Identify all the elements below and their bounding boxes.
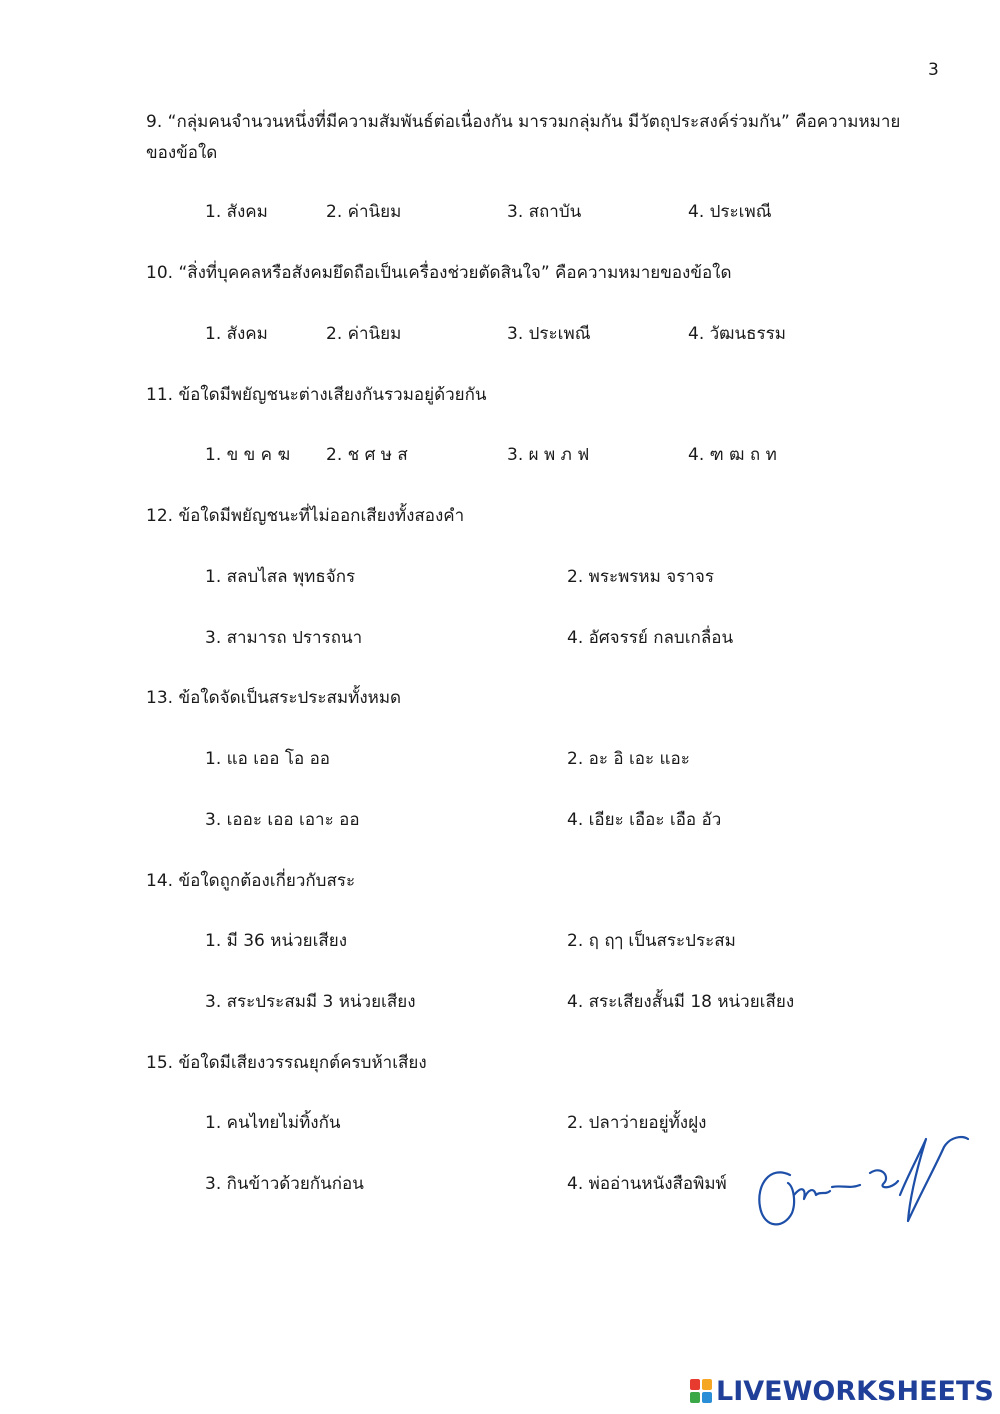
question-text: ข้อใดมีพยัญชนะต่างเสียงกันรวมอยู่ด้วยกัน [178, 385, 487, 405]
logo-icon-square-i [702, 1379, 712, 1390]
option-14-3[interactable]: 3. สระประสมมี 3 หน่วยเสียง [205, 992, 416, 1012]
option-9-1[interactable]: 1. สังคม [205, 202, 268, 222]
question-10 [146, 258, 936, 289]
option-15-1[interactable]: 1. คนไทยไม่ทิ้งกัน [205, 1113, 341, 1133]
option-11-3[interactable]: 3. ผ พ ภ ฟ [507, 445, 590, 465]
liveworksheets-logo [690, 1374, 994, 1408]
option-11-4[interactable]: 4. ฑ ฒ ถ ท [688, 445, 777, 465]
question-12 [146, 501, 936, 532]
logo-icon-square-e [702, 1392, 712, 1403]
option-13-3[interactable]: 3. เออะ เออ เอาะ ออ [205, 810, 360, 830]
question-text: ข้อใดถูกต้องเกี่ยวกับสระ [178, 871, 356, 891]
signature [750, 1125, 980, 1235]
question-text: “สิ่งที่บุคคลหรือสังคมยึดถือเป็นเครื่องช่วยตัดสินใจ” คือความหมายของข้อใด [178, 263, 732, 283]
option-13-4[interactable]: 4. เอียะ เอือะ เอือ อัว [567, 810, 722, 830]
logo-icon [690, 1379, 712, 1403]
option-13-1[interactable]: 1. แอ เออ โอ ออ [205, 749, 330, 769]
option-14-4[interactable]: 4. สระเสียงสั้นมี 18 หน่วยเสียง [567, 992, 795, 1012]
option-13-2[interactable]: 2. อะ อิ เอะ แอะ [567, 749, 690, 769]
question-9 [146, 107, 926, 169]
question-number: 11. [146, 385, 174, 405]
question-number: 15. [146, 1053, 174, 1073]
option-12-2[interactable]: 2. พระพรหม จราจร [567, 567, 714, 587]
option-10-4[interactable]: 4. วัฒนธรรม [688, 324, 786, 344]
question-number: 14. [146, 871, 174, 891]
question-number: 10. [146, 263, 174, 283]
option-14-1[interactable]: 1. มี 36 หน่วยเสียง [205, 931, 348, 951]
option-15-2[interactable]: 2. ปลาว่ายอยู่ทั้งฝูง [567, 1113, 707, 1133]
question-15 [146, 1048, 936, 1079]
option-15-4[interactable]: 4. พ่ออ่านหนังสือพิมพ์ [567, 1174, 727, 1194]
question-text: “กลุ่มคนจำนวนหนึ่งที่มีความสัมพันธ์ต่อเนื่องกัน มารวมกลุ่มกัน มีวัตถุประสงค์ร่วมกัน” คือความหมายของข้อใด [146, 112, 901, 163]
question-number: 9. [146, 112, 163, 132]
page-number: 3 [928, 60, 939, 80]
option-10-1[interactable]: 1. สังคม [205, 324, 268, 344]
option-12-3[interactable]: 3. สามารถ ปรารถนา [205, 628, 363, 648]
option-10-3[interactable]: 3. ประเพณี [507, 324, 591, 344]
question-11 [146, 380, 936, 411]
option-15-3[interactable]: 3. กินข้าวด้วยกันก่อน [205, 1174, 364, 1194]
logo-text: LIVEWORKSHEETS [716, 1375, 994, 1407]
logo-icon-square-l [690, 1379, 700, 1390]
option-14-2[interactable]: 2. ฤ ฤๅ เป็นสระประสม [567, 931, 736, 951]
question-number: 12. [146, 506, 174, 526]
option-12-4[interactable]: 4. อัศจรรย์ กลบเกลื่อน [567, 628, 734, 648]
question-14 [146, 866, 936, 897]
question-text: ข้อใดจัดเป็นสระประสมทั้งหมด [178, 688, 402, 708]
option-12-1[interactable]: 1. สลบไสล พุทธจักร [205, 567, 356, 587]
question-text: ข้อใดมีพยัญชนะที่ไม่ออกเสียงทั้งสองคำ [178, 506, 465, 526]
question-13 [146, 683, 936, 714]
option-9-2[interactable]: 2. ค่านิยม [326, 202, 402, 222]
option-10-2[interactable]: 2. ค่านิยม [326, 324, 402, 344]
option-9-3[interactable]: 3. สถาบัน [507, 202, 582, 222]
question-text: ข้อใดมีเสียงวรรณยุกต์ครบห้าเสียง [178, 1053, 427, 1073]
option-11-1[interactable]: 1. ข ข ค ฆ [205, 445, 291, 465]
logo-icon-square-v [690, 1392, 700, 1403]
question-number: 13. [146, 688, 174, 708]
option-9-4[interactable]: 4. ประเพณี [688, 202, 772, 222]
option-11-2[interactable]: 2. ช ศ ษ ส [326, 445, 408, 465]
